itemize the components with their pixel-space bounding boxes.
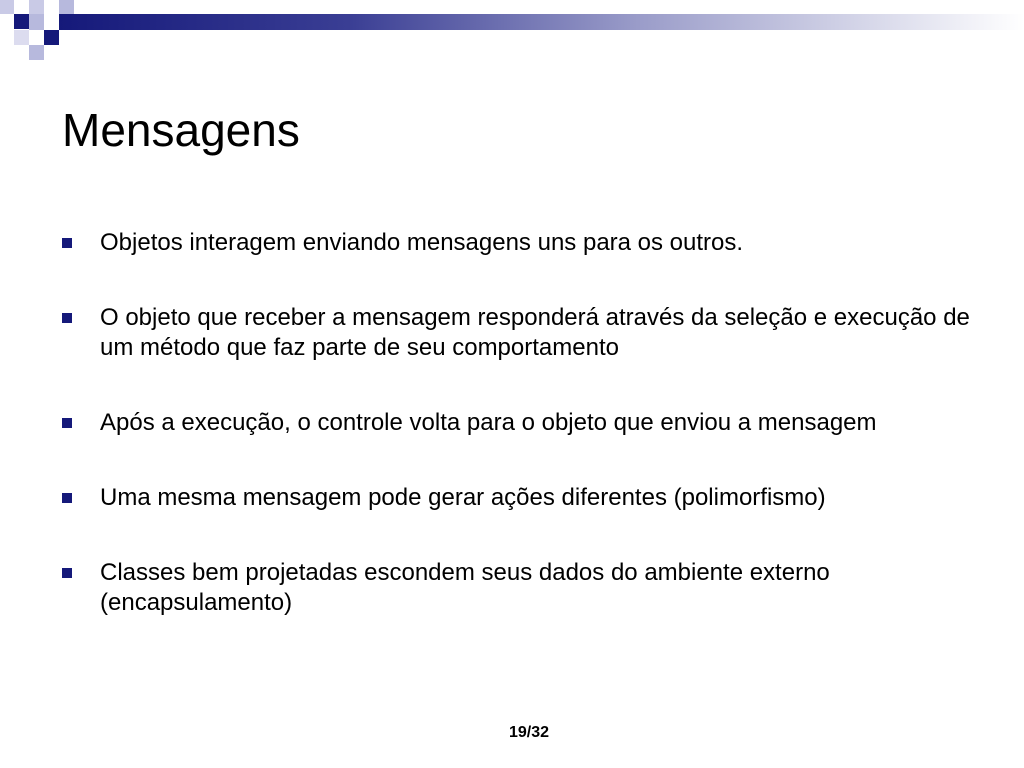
bullet-text: O objeto que receber a mensagem responderá através da seleção e execução de um método que faz parte de seu comportamento [100,304,970,361]
bullet-item [62,408,972,438]
header-gradient-bar [59,14,1024,30]
bullet-text: Objetos interagem enviando mensagens uns para os outros. [100,229,744,256]
decorative-square [0,0,14,14]
bullet-item [62,558,972,618]
decorative-square [14,14,29,29]
bullet-list [62,228,972,663]
bullet-item [62,483,972,513]
square-bullet-icon [62,313,72,323]
decorative-square [29,14,44,30]
square-bullet-icon [62,568,72,578]
page-number: 19/32 [508,724,550,741]
bullet-text: Classes bem projetadas escondem seus dados do ambiente externo (encapsulamento) [100,559,830,616]
square-bullet-icon [62,238,72,248]
decorative-square [59,0,74,14]
decorative-square [29,45,44,60]
decorative-square [29,0,44,14]
square-bullet-icon [62,493,72,503]
bullet-text: Após a execução, o controle volta para o objeto que enviou a mensagem [100,409,877,436]
square-bullet-icon [62,418,72,428]
bullet-item [62,303,972,363]
slide-title: Mensagens [62,104,300,156]
bullet-item [62,228,972,258]
decorative-square [14,30,29,45]
decorative-square [44,30,59,45]
bullet-text: Uma mesma mensagem pode gerar ações diferentes (polimorfismo) [100,484,826,511]
